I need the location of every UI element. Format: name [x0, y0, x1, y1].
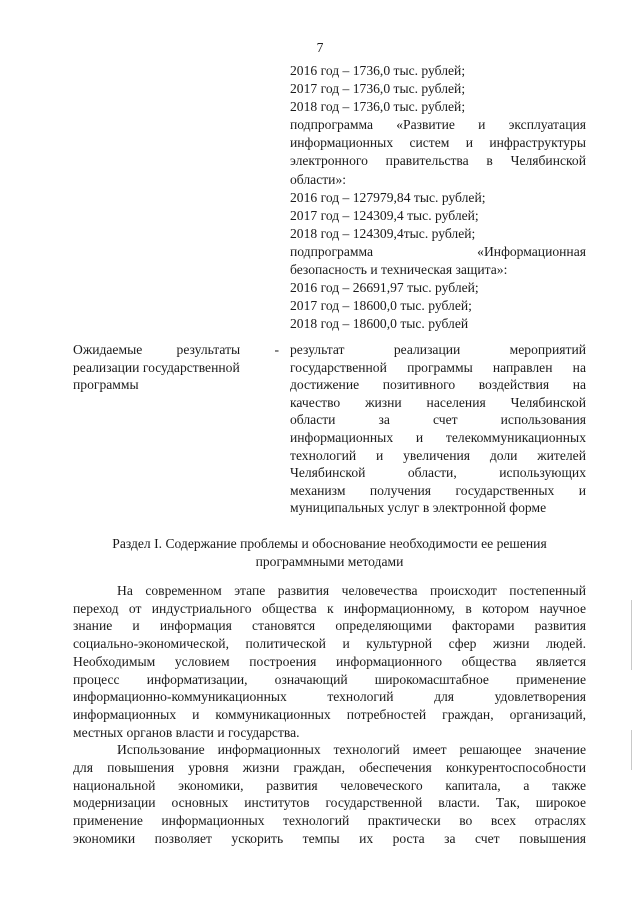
paragraph-line: экономики позволяет ускорить темпы их роста за счет повышения: [73, 830, 586, 846]
section-heading-line: Раздел I. Содержание проблемы и обоснование необходимости ее решения: [112, 536, 547, 551]
budget-line: 2016 год – 1736,0 тыс. рублей;: [290, 63, 466, 78]
page-number: 7: [316, 40, 324, 55]
paragraph-line: На современном этапе развития человечества происходит постепенный: [117, 583, 586, 598]
paragraph-line: информационно-коммуникационных технологий для удовлетворения: [73, 689, 586, 705]
row-value-line: технологий и увеличения доли жителей: [290, 447, 586, 463]
budget-breakdown: [290, 62, 586, 333]
row-value-line: информационных и телекоммуникационных: [290, 429, 586, 445]
scan-edge-mark: [631, 600, 632, 670]
subprogram-title: информационных систем и инфраструктуры: [290, 135, 586, 151]
row-value-line: муниципальных услуг в электронной форме: [290, 500, 547, 516]
row-value-line: достижение позитивного воздействия на: [290, 377, 586, 393]
paragraph-line: переход от индустриального общества к информационному, в котором научное: [73, 600, 586, 616]
budget-line: 2017 год – 1736,0 тыс. рублей;: [290, 81, 466, 97]
row-value-line: области за счет использования: [290, 412, 586, 428]
subprogram-title: безопасность и техническая защита»:: [290, 262, 508, 278]
body-text: [73, 582, 586, 848]
row-value: [290, 341, 586, 517]
paragraph-line: модернизации основных институтов государственной власти. Так, широкое: [73, 795, 586, 811]
paragraph-line: для повышения уровня жизни граждан, обеспечения конкурентоспособности: [73, 760, 586, 776]
row-value-line: механизм получения государственных и: [290, 482, 586, 498]
budget-line: 2016 год – 26691,97 тыс. рублей;: [290, 280, 479, 296]
paragraph-line: знание и информация становятся определяющими факторами развития: [73, 618, 586, 634]
budget-line: 2018 год – 1736,0 тыс. рублей;: [290, 99, 466, 115]
paragraph-line: социально-экономической, политической и культурной сфер жизни людей.: [73, 636, 586, 652]
subprogram-title: подпрограмма «Развитие и эксплуатация: [290, 117, 586, 133]
paragraph-line: национальной экономики, развития человеческого капитала, а также: [73, 777, 586, 793]
paragraph-line: Использование информационных технологий имеет решающее значение: [117, 742, 586, 758]
paragraph-line: Необходимым условием построения информационного общества является: [73, 653, 586, 669]
section-heading-line: программными методами: [255, 553, 404, 569]
row-value-line: качество жизни населения Челябинской: [290, 394, 586, 410]
row-label-line: реализации государственной: [73, 359, 240, 375]
paragraph-line: процесс информатизации, означающий широкомасштабное применение: [73, 671, 586, 687]
paragraph-line: местных органов власти и государства.: [73, 724, 300, 740]
subprogram-title: подпрограмма «Информационная: [290, 243, 586, 259]
budget-line: 2018 год – 124309,4тыс. рублей;: [290, 225, 476, 241]
paragraph-line: применение информационных технологий практически во всех отраслях: [73, 813, 586, 829]
section-heading: [73, 535, 586, 570]
budget-line: 2017 год – 18600,0 тыс. рублей;: [290, 298, 472, 314]
row-label-line: программы: [73, 377, 139, 393]
row-value-line: результат реализации мероприятий: [290, 342, 586, 357]
row-value-line: Челябинской области, использующих: [290, 465, 586, 481]
budget-line: 2016 год – 127979,84 тыс. рублей;: [290, 189, 486, 205]
row-value-line: государственной программы направлен на: [290, 359, 586, 375]
paragraph-line: информационных и коммуникационных потребностей граждан, организаций,: [73, 706, 586, 722]
row-label: [73, 341, 279, 394]
scan-edge-mark: [631, 730, 632, 770]
row-label-line: Ожидаемые результаты -: [73, 342, 279, 357]
subprogram-title: области»:: [290, 171, 347, 187]
budget-line: 2018 год – 18600,0 тыс. рублей: [290, 316, 469, 332]
budget-line: 2017 год – 124309,4 тыс. рублей;: [290, 207, 479, 223]
subprogram-title: электронного правительства в Челябинской: [290, 153, 586, 169]
